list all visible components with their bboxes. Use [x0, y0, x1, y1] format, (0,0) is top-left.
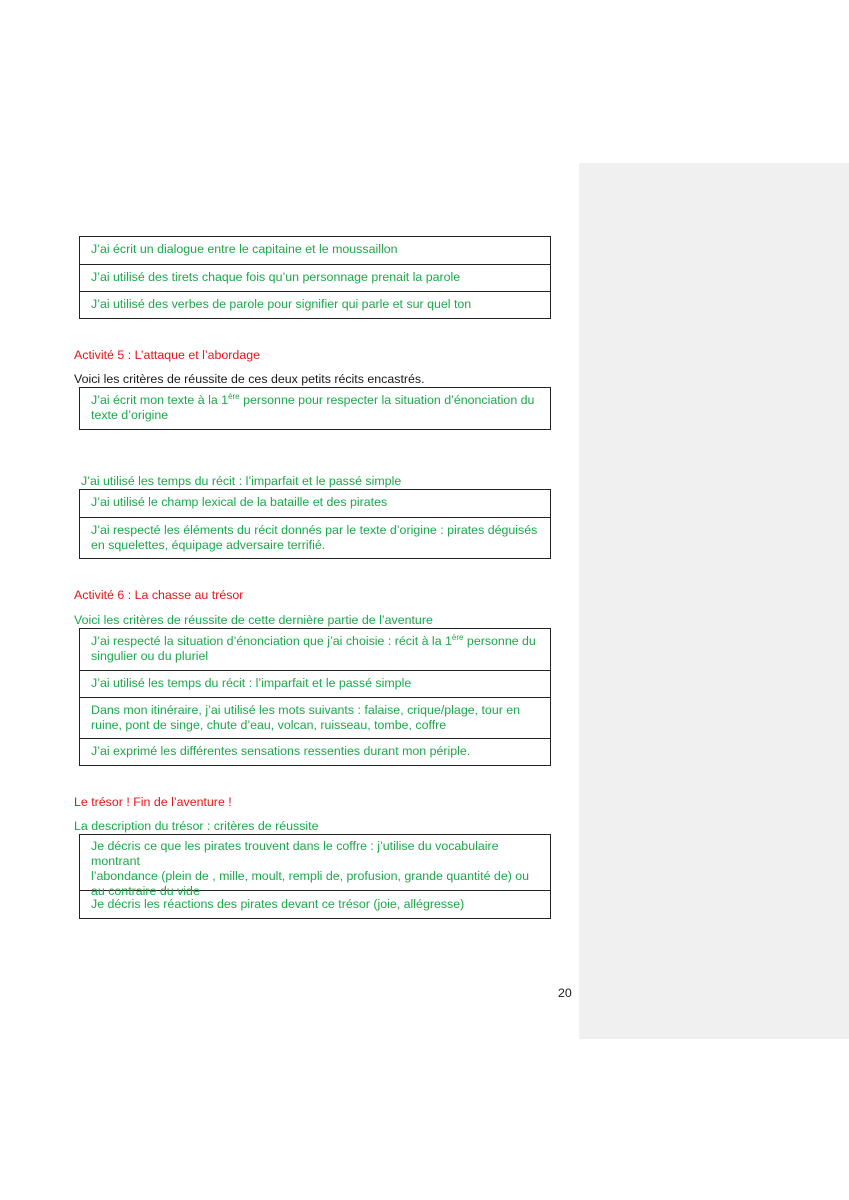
- criteria-text: personne du: [463, 634, 536, 648]
- treasure-heading: Le trésor ! Fin de l’aventure !: [74, 795, 232, 809]
- criteria-row: [80, 264, 550, 291]
- criteria-text: J’ai utilisé des tirets chaque fois qu’un personnage prenait la parole: [91, 270, 461, 284]
- criteria-row: [80, 388, 550, 429]
- criteria-text: en squelettes, équipage adversaire terrifié.: [91, 538, 326, 552]
- treasure-criteria-table: [79, 834, 551, 919]
- comment-pane: [579, 163, 849, 1039]
- criteria-row: [80, 629, 550, 670]
- criteria-text: Dans mon itinéraire, j’ai utilisé les mots suivants : falaise, crique/plage, tour en: [91, 703, 521, 717]
- criteria-text: texte d’origine: [91, 408, 169, 422]
- criteria-text: Je décris ce que les pirates trouvent dans le coffre : j’utilise du vocabulaire montrant: [91, 839, 499, 868]
- criteria-text: ruine, pont de singe, chute d’eau, volcan, ruisseau, tombe, coffre: [91, 718, 447, 732]
- criteria-text: J’ai respecté les éléments du récit donnés par le texte d’origine : pirates déguisés: [91, 523, 538, 537]
- criteria-row: [80, 670, 550, 697]
- criteria-text: J’ai écrit un dialogue entre le capitaine et le moussaillon: [91, 242, 398, 256]
- criteria-text: J’ai écrit mon texte à la 1: [91, 393, 229, 407]
- criteria-text: J’ai utilisé des verbes de parole pour signifier qui parle et sur quel ton: [91, 297, 472, 311]
- activity5-loose-criterion: J’ai utilisé les temps du récit : l’imparfait et le passé simple: [81, 474, 402, 488]
- criteria-text: J’ai exprimé les différentes sensations ressenties durant mon périple.: [91, 744, 471, 758]
- criteria-row: [80, 517, 550, 558]
- superscript: ère: [228, 392, 240, 401]
- criteria-text: J’ai utilisé les temps du récit : l’imparfait et le passé simple: [91, 676, 412, 690]
- treasure-intro: La description du trésor : critères de réussite: [74, 819, 319, 833]
- activity6-criteria-table: [79, 628, 551, 766]
- activity5-criteria-table-2: [79, 489, 551, 559]
- dialogue-criteria-table: [79, 236, 551, 319]
- superscript: ère: [451, 633, 464, 642]
- criteria-row: [80, 490, 550, 517]
- activity6-heading: Activité 6 : La chasse au trésor: [74, 588, 244, 602]
- activity5-criteria-table: [79, 387, 551, 430]
- criteria-row: [80, 835, 550, 898]
- criteria-row: [80, 237, 550, 264]
- criteria-text: Je décris les réactions des pirates devant ce trésor (joie, allégresse): [91, 897, 465, 911]
- activity6-intro: Voici les critères de réussite de cette dernière partie de l’aventure: [74, 613, 433, 627]
- activity5-heading: Activité 5 : L’attaque et l’abordage: [74, 348, 260, 362]
- criteria-row: [80, 738, 550, 765]
- criteria-text: l’abondance (plein de , mille, moult, rempli de, profusion, grande quantité de) ou: [91, 869, 530, 883]
- criteria-row: [80, 697, 550, 738]
- criteria-text: J’ai utilisé le champ lexical de la bataille et des pirates: [91, 495, 388, 509]
- criteria-row: [80, 291, 550, 318]
- criteria-text: J’ai respecté la situation d’énonciation que j’ai choisie : récit à la 1: [91, 634, 452, 648]
- criteria-text: au contraire du vide: [91, 884, 200, 898]
- page-number: 20: [558, 986, 572, 1000]
- criteria-text: personne pour respecter la situation d’énonciation du: [239, 393, 535, 407]
- activity5-intro: Voici les critères de réussite de ces deux petits récits encastrés.: [74, 372, 425, 386]
- criteria-text: singulier ou du pluriel: [91, 649, 209, 663]
